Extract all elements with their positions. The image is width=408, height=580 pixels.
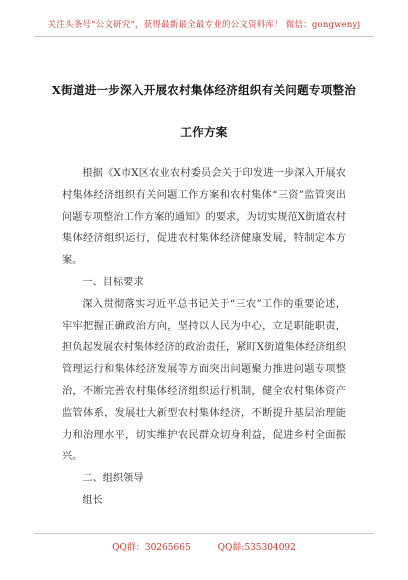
- footer-qq-group-1: QQ群：30265665: [112, 543, 191, 553]
- section-heading-goals: 一、目标要求: [82, 276, 144, 288]
- paragraph-goals: 深入贯彻落实习近平总书记关于“三农”工作的重要论述，牢牢把握正确政治方向，坚持以人民为中心，立足职能职责，担负起发展农村集体经济的政治责任，紧盯X街道集体经济组织管理运行和集体经济发展等方面突出问题聚力推进问题专项整治，不断完善农村集体经济组织运行机制，健全农村集体资产监管体系，发展壮大新型农村集体经济，不断提升基层治理能力和治理水平，切实维护农民群众切身利益，促进乡村全面振兴。: [62, 298, 346, 463]
- header-banner: 关注头条号“公文研究”，获得最新最全最专业的公文资料库！ 微信：gongwenyj: [47, 20, 361, 30]
- document-body: [62, 163, 346, 512]
- section-heading-leadership: 二、组织领导: [82, 473, 144, 485]
- footer-divider: [34, 533, 374, 534]
- footer-contacts: [0, 540, 408, 553]
- document-title-line-2: 工作方案: [180, 125, 228, 139]
- paragraph-team-leader: 组长: [82, 494, 103, 506]
- document-title-line-1: X街道进一步深入开展农村集体经济组织有关问题专项整治: [51, 83, 357, 97]
- paragraph-intro: 根据《X市X区农业农村委员会关于印发进一步深入开展农村集体经济组织有关问题工作方案和农村集体“三资”监管突出问题专项整治工作方案的通知》的要求，为切实规范X街道农村集体经济组织运行，促进农村集体经济健康发展，特制定本方案。: [62, 168, 346, 267]
- footer-qq-group-2: QQ群:535304092: [217, 543, 296, 553]
- header-divider: [34, 36, 374, 37]
